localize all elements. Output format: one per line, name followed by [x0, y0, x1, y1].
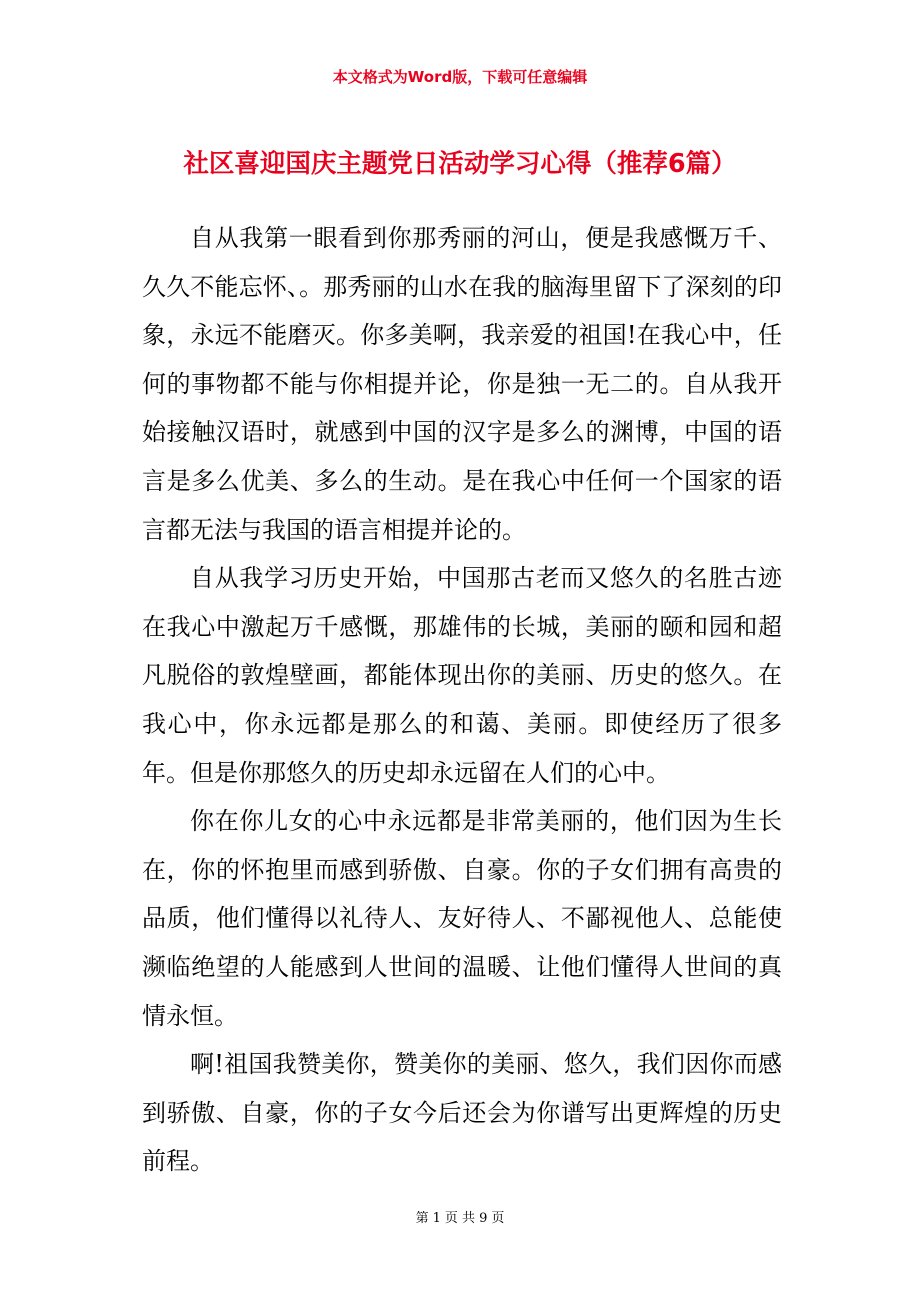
document-body	[142, 214, 782, 1186]
page-label-suffix: 页	[491, 1211, 505, 1226]
paragraph-3: 你在你儿女的心中永远都是非常美丽的，他们因为生长在，你的怀抱里而感到骄傲、自豪。你的子女们拥有高贵的品质，他们懂得以礼待人、友好待人、不鄙视他人、总能使濒临绝望的人能感到人世间的温暖、让他们懂得人世间的真情永恒。	[142, 807, 782, 1030]
paragraph-4: 啊!祖国我赞美你，赞美你的美丽、悠久，我们因你而感到骄傲、自豪，你的子女今后还会为你谱写出更辉煌的历史前程。	[142, 1050, 782, 1176]
page-label-mid: 页 共	[444, 1211, 476, 1226]
page-footer	[0, 1210, 920, 1228]
page-label-prefix: 第	[415, 1211, 429, 1226]
paragraph-1: 自从我第一眼看到你那秀丽的河山，便是我感慨万千、久久不能忘怀、。那秀丽的山水在我的脑海里留下了深刻的印象，永远不能磨灭。你多美啊，我亲爱的祖国!在我心中，任何的事物都不能与你相提并论，你是独一无二的。自从我开始接触汉语时，就感到中国的汉字是多么的渊博，中国的语言是多么优美、多么的生动。是在我心中任何一个国家的语言都无法与我国的语言相提并论的。	[142, 224, 782, 544]
current-page-number: 1	[432, 1211, 441, 1226]
document-title: 社区喜迎国庆主题党日活动学习心得（推荐6篇）	[183, 149, 737, 179]
paragraph-2: 自从我学习历史开始，中国那古老而又悠久的名胜古迹在我心中激起万千感慨，那雄伟的长城，美丽的颐和园和超凡脱俗的敦煌壁画，都能体现出你的美丽、历史的悠久。在我心中，你永远都是那么的和蔼、美丽。即使经历了很多年。但是你那悠久的历史却永远留在人们的心中。	[142, 564, 782, 787]
format-note: 本文格式为Word版，下载可任意编辑	[332, 68, 588, 86]
total-pages-number: 9	[479, 1211, 488, 1226]
